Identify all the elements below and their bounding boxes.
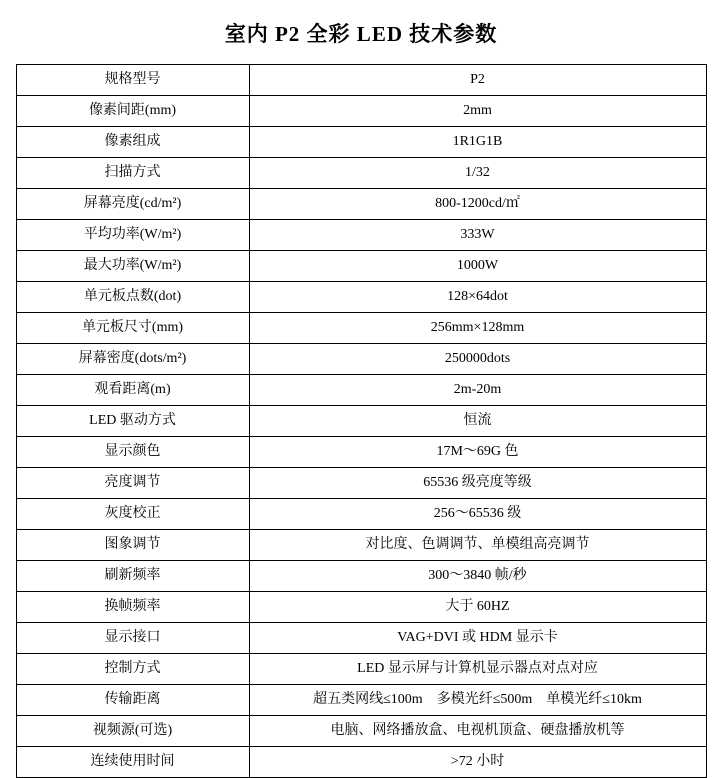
table-row [16,158,706,189]
spec-label: 显示颜色 [16,437,249,468]
table-row [16,654,706,685]
table-row [16,127,706,158]
spec-label: 屏幕密度(dots/m²) [16,344,249,375]
table-row [16,468,706,499]
spec-label: 规格型号 [16,65,249,96]
table-row [16,747,706,778]
spec-value: 250000dots [249,344,706,375]
spec-label: 连续使用时间 [16,747,249,778]
table-row [16,344,706,375]
spec-label: 传输距离 [16,685,249,716]
spec-value: 对比度、色调调节、单模组高亮调节 [249,530,706,561]
table-row [16,220,706,251]
spec-label: 视频源(可选) [16,716,249,747]
spec-label: 像素组成 [16,127,249,158]
spec-value: 电脑、网络播放盒、电视机顶盒、硬盘播放机等 [249,716,706,747]
spec-value: 333W [249,220,706,251]
spec-value: P2 [249,65,706,96]
spec-label: 控制方式 [16,654,249,685]
table-row [16,282,706,313]
spec-value: 1000W [249,251,706,282]
spec-label: 刷新频率 [16,561,249,592]
spec-value: 256mm×128mm [249,313,706,344]
table-row [16,716,706,747]
page-title: 室内 P2 全彩 LED 技术参数 [224,22,498,46]
spec-value: LED 显示屏与计算机显示器点对点对应 [249,654,706,685]
table-row [16,406,706,437]
spec-label: 换帧频率 [16,592,249,623]
table-row [16,685,706,716]
table-row [16,530,706,561]
spec-value: 2m-20m [249,375,706,406]
spec-label: 观看距离(m) [16,375,249,406]
spec-value: 65536 级亮度等级 [249,468,706,499]
spec-label: 扫描方式 [16,158,249,189]
spec-value: 128×64dot [249,282,706,313]
spec-label: 像素间距(mm) [16,96,249,127]
table-row [16,499,706,530]
spec-table [16,64,707,778]
spec-value: 2mm [249,96,706,127]
table-row [16,189,706,220]
spec-value: 300～3840 帧/秒 [249,561,706,592]
spec-label: 图象调节 [16,530,249,561]
spec-table-body [16,65,706,778]
spec-label: 单元板点数(dot) [16,282,249,313]
spec-value: 800-1200cd/㎡ [249,189,706,220]
table-row [16,561,706,592]
spec-value: 256～65536 级 [249,499,706,530]
spec-value: >72 小时 [249,747,706,778]
spec-label: 显示接口 [16,623,249,654]
table-row [16,623,706,654]
spec-label: 灰度校正 [16,499,249,530]
spec-label: 最大功率(W/m²) [16,251,249,282]
spec-label: 亮度调节 [16,468,249,499]
spec-value: 1/32 [249,158,706,189]
spec-value: 1R1G1B [249,127,706,158]
table-row [16,96,706,127]
spec-value: 恒流 [249,406,706,437]
table-row [16,251,706,282]
spec-value: 超五类网线≤100m 多模光纤≤500m 单模光纤≤10km [249,685,706,716]
spec-value: 17M～69G 色 [249,437,706,468]
spec-value: 大于 60HZ [249,592,706,623]
spec-label: 屏幕亮度(cd/m²) [16,189,249,220]
table-row [16,375,706,406]
table-row [16,592,706,623]
spec-value: VAG+DVI 或 HDM 显示卡 [249,623,706,654]
table-row [16,313,706,344]
spec-label: 单元板尺寸(mm) [16,313,249,344]
table-row [16,65,706,96]
spec-label: LED 驱动方式 [16,406,249,437]
table-row [16,437,706,468]
spec-label: 平均功率(W/m²) [16,220,249,251]
